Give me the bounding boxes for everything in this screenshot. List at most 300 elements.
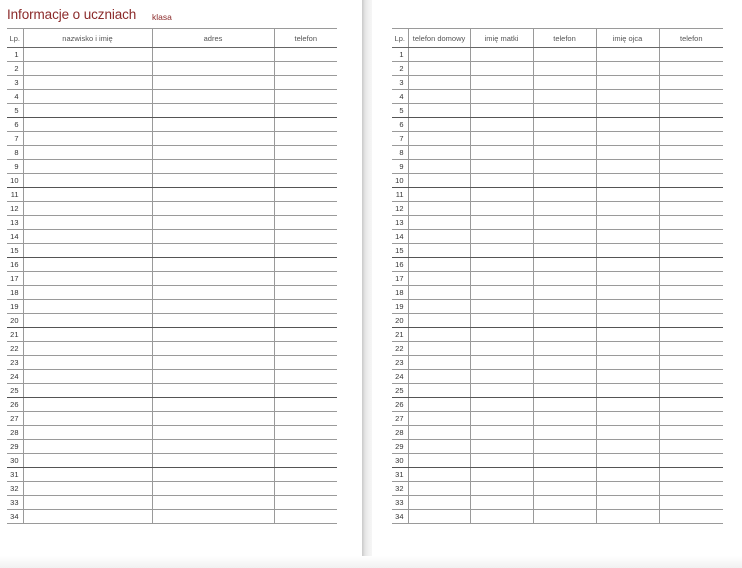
table-cell[interactable] [408, 398, 470, 412]
table-cell[interactable] [152, 62, 274, 76]
table-cell[interactable] [470, 62, 533, 76]
table-cell[interactable] [470, 384, 533, 398]
row-number: 14 [392, 230, 408, 244]
row-number: 31 [7, 468, 23, 482]
table-row [7, 300, 337, 314]
table-cell[interactable] [23, 328, 152, 342]
table-cell[interactable] [596, 90, 659, 104]
table-cell[interactable] [470, 118, 533, 132]
table-cell[interactable] [659, 48, 723, 62]
table-row [392, 314, 723, 328]
table-cell[interactable] [533, 244, 596, 258]
table-cell[interactable] [596, 440, 659, 454]
table-cell[interactable] [408, 272, 470, 286]
table-cell[interactable] [659, 244, 723, 258]
table-cell[interactable] [408, 90, 470, 104]
table-cell[interactable] [659, 216, 723, 230]
table-cell[interactable] [408, 76, 470, 90]
table-cell[interactable] [152, 300, 274, 314]
table-cell[interactable] [274, 482, 337, 496]
table-cell[interactable] [152, 412, 274, 426]
table-cell[interactable] [659, 230, 723, 244]
table-cell[interactable] [470, 90, 533, 104]
row-number: 33 [392, 496, 408, 510]
table-cell[interactable] [152, 104, 274, 118]
table-cell[interactable] [274, 146, 337, 160]
table-cell[interactable] [408, 426, 470, 440]
table-cell[interactable] [533, 356, 596, 370]
table-row [392, 384, 723, 398]
table-cell[interactable] [152, 216, 274, 230]
table-cell[interactable] [533, 510, 596, 524]
table-cell[interactable] [533, 76, 596, 90]
table-cell[interactable] [274, 342, 337, 356]
table-cell[interactable] [659, 76, 723, 90]
table-cell[interactable] [659, 160, 723, 174]
right-table-body [392, 48, 723, 524]
table-cell[interactable] [408, 384, 470, 398]
table-cell[interactable] [533, 146, 596, 160]
table-cell[interactable] [596, 328, 659, 342]
table-cell[interactable] [274, 300, 337, 314]
table-cell[interactable] [23, 160, 152, 174]
table-cell[interactable] [659, 468, 723, 482]
table-cell[interactable] [596, 118, 659, 132]
table-cell[interactable] [470, 328, 533, 342]
table-cell[interactable] [23, 398, 152, 412]
table-row [7, 202, 337, 216]
table-cell[interactable] [152, 314, 274, 328]
table-cell[interactable] [152, 272, 274, 286]
table-cell[interactable] [659, 286, 723, 300]
table-cell[interactable] [408, 132, 470, 146]
table-cell[interactable] [470, 412, 533, 426]
table-cell[interactable] [659, 90, 723, 104]
table-cell[interactable] [659, 328, 723, 342]
table-cell[interactable] [23, 426, 152, 440]
table-cell[interactable] [533, 398, 596, 412]
table-cell[interactable] [408, 482, 470, 496]
table-cell[interactable] [152, 48, 274, 62]
table-cell[interactable] [596, 412, 659, 426]
table-cell[interactable] [533, 328, 596, 342]
row-number: 16 [392, 258, 408, 272]
table-cell[interactable] [274, 62, 337, 76]
table-cell[interactable] [152, 454, 274, 468]
row-number: 8 [7, 146, 23, 160]
table-cell[interactable] [596, 146, 659, 160]
table-cell[interactable] [470, 104, 533, 118]
table-cell[interactable] [408, 244, 470, 258]
row-number: 31 [392, 468, 408, 482]
table-cell[interactable] [533, 412, 596, 426]
table-cell[interactable] [23, 146, 152, 160]
table-cell[interactable] [152, 230, 274, 244]
table-cell[interactable] [408, 314, 470, 328]
table-cell[interactable] [596, 230, 659, 244]
table-cell[interactable] [596, 454, 659, 468]
table-cell[interactable] [152, 174, 274, 188]
table-row [392, 230, 723, 244]
table-cell[interactable] [533, 174, 596, 188]
page-bottom-edge [0, 556, 742, 568]
table-cell[interactable] [274, 398, 337, 412]
table-cell[interactable] [659, 426, 723, 440]
table-cell[interactable] [470, 468, 533, 482]
table-cell[interactable] [533, 188, 596, 202]
table-cell[interactable] [152, 342, 274, 356]
table-cell[interactable] [533, 300, 596, 314]
table-cell[interactable] [596, 356, 659, 370]
row-number: 11 [392, 188, 408, 202]
table-cell[interactable] [23, 202, 152, 216]
table-cell[interactable] [408, 496, 470, 510]
table-cell[interactable] [596, 370, 659, 384]
table-cell[interactable] [152, 132, 274, 146]
table-cell[interactable] [596, 202, 659, 216]
table-row [392, 188, 723, 202]
table-cell[interactable] [152, 398, 274, 412]
table-cell[interactable] [596, 174, 659, 188]
table-cell[interactable] [274, 454, 337, 468]
table-cell[interactable] [274, 384, 337, 398]
table-cell[interactable] [659, 132, 723, 146]
row-number: 25 [7, 384, 23, 398]
table-cell[interactable] [408, 174, 470, 188]
table-cell[interactable] [152, 244, 274, 258]
table-cell[interactable] [659, 258, 723, 272]
table-cell[interactable] [470, 342, 533, 356]
table-cell[interactable] [470, 440, 533, 454]
table-cell[interactable] [152, 90, 274, 104]
table-cell[interactable] [470, 258, 533, 272]
table-cell[interactable] [152, 76, 274, 90]
table-cell[interactable] [23, 384, 152, 398]
table-cell[interactable] [659, 118, 723, 132]
table-cell[interactable] [23, 104, 152, 118]
table-cell[interactable] [596, 468, 659, 482]
table-cell[interactable] [274, 230, 337, 244]
table-cell[interactable] [23, 272, 152, 286]
table-cell[interactable] [659, 496, 723, 510]
table-cell[interactable] [408, 230, 470, 244]
table-cell[interactable] [596, 272, 659, 286]
table-cell[interactable] [274, 412, 337, 426]
table-cell[interactable] [596, 426, 659, 440]
table-cell[interactable] [23, 482, 152, 496]
table-cell[interactable] [408, 188, 470, 202]
table-cell[interactable] [23, 76, 152, 90]
table-cell[interactable] [408, 104, 470, 118]
table-cell[interactable] [533, 426, 596, 440]
table-cell[interactable] [408, 258, 470, 272]
table-cell[interactable] [470, 174, 533, 188]
table-cell[interactable] [408, 202, 470, 216]
table-cell[interactable] [23, 244, 152, 258]
table-cell[interactable] [533, 440, 596, 454]
table-cell[interactable] [23, 48, 152, 62]
table-cell[interactable] [274, 202, 337, 216]
table-row [7, 216, 337, 230]
table-cell[interactable] [533, 160, 596, 174]
row-number: 24 [7, 370, 23, 384]
table-cell[interactable] [470, 300, 533, 314]
table-cell[interactable] [274, 370, 337, 384]
table-cell[interactable] [274, 258, 337, 272]
table-cell[interactable] [659, 342, 723, 356]
table-cell[interactable] [470, 48, 533, 62]
table-cell[interactable] [152, 384, 274, 398]
table-cell[interactable] [274, 216, 337, 230]
table-cell[interactable] [659, 104, 723, 118]
table-cell[interactable] [596, 216, 659, 230]
table-cell[interactable] [23, 496, 152, 510]
table-cell[interactable] [596, 482, 659, 496]
row-number: 33 [7, 496, 23, 510]
table-cell[interactable] [408, 468, 470, 482]
table-cell[interactable] [408, 286, 470, 300]
column-header-address: adres [152, 29, 274, 48]
table-cell[interactable] [533, 118, 596, 132]
table-cell[interactable] [596, 258, 659, 272]
table-cell[interactable] [659, 356, 723, 370]
table-cell[interactable] [152, 356, 274, 370]
table-cell[interactable] [408, 412, 470, 426]
table-cell[interactable] [23, 258, 152, 272]
table-cell[interactable] [152, 188, 274, 202]
table-cell[interactable] [152, 440, 274, 454]
table-cell[interactable] [408, 216, 470, 230]
table-cell[interactable] [533, 258, 596, 272]
table-cell[interactable] [533, 90, 596, 104]
table-cell[interactable] [533, 370, 596, 384]
table-cell[interactable] [533, 202, 596, 216]
table-cell[interactable] [23, 174, 152, 188]
table-cell[interactable] [470, 216, 533, 230]
table-cell[interactable] [470, 160, 533, 174]
table-cell[interactable] [152, 468, 274, 482]
table-cell[interactable] [533, 216, 596, 230]
table-cell[interactable] [596, 398, 659, 412]
table-cell[interactable] [274, 104, 337, 118]
table-cell[interactable] [152, 510, 274, 524]
table-cell[interactable] [533, 132, 596, 146]
table-cell[interactable] [470, 398, 533, 412]
table-cell[interactable] [659, 314, 723, 328]
table-cell[interactable] [596, 300, 659, 314]
table-cell[interactable] [152, 370, 274, 384]
table-cell[interactable] [533, 468, 596, 482]
table-cell[interactable] [470, 286, 533, 300]
table-cell[interactable] [408, 454, 470, 468]
table-cell[interactable] [470, 188, 533, 202]
row-number: 1 [7, 48, 23, 62]
table-cell[interactable] [659, 482, 723, 496]
table-cell[interactable] [408, 160, 470, 174]
table-cell[interactable] [470, 370, 533, 384]
table-cell[interactable] [533, 342, 596, 356]
table-cell[interactable] [152, 482, 274, 496]
table-cell[interactable] [152, 258, 274, 272]
table-cell[interactable] [152, 426, 274, 440]
table-cell[interactable] [470, 482, 533, 496]
table-cell[interactable] [533, 230, 596, 244]
table-cell[interactable] [470, 426, 533, 440]
table-cell[interactable] [596, 286, 659, 300]
table-cell[interactable] [274, 76, 337, 90]
table-cell[interactable] [274, 510, 337, 524]
table-cell[interactable] [152, 328, 274, 342]
table-cell[interactable] [408, 62, 470, 76]
table-cell[interactable] [152, 496, 274, 510]
table-cell[interactable] [533, 482, 596, 496]
table-cell[interactable] [274, 314, 337, 328]
table-cell[interactable] [470, 496, 533, 510]
table-cell[interactable] [23, 286, 152, 300]
table-cell[interactable] [596, 76, 659, 90]
table-cell[interactable] [23, 132, 152, 146]
table-cell[interactable] [408, 440, 470, 454]
table-cell[interactable] [152, 160, 274, 174]
table-row [392, 300, 723, 314]
table-row [392, 146, 723, 160]
table-cell[interactable] [659, 510, 723, 524]
table-cell[interactable] [659, 412, 723, 426]
table-cell[interactable] [152, 118, 274, 132]
table-cell[interactable] [659, 174, 723, 188]
table-cell[interactable] [274, 118, 337, 132]
table-cell[interactable] [23, 230, 152, 244]
table-cell[interactable] [152, 146, 274, 160]
table-cell[interactable] [23, 356, 152, 370]
table-cell[interactable] [659, 384, 723, 398]
table-cell[interactable] [23, 118, 152, 132]
table-cell[interactable] [659, 440, 723, 454]
row-number: 12 [392, 202, 408, 216]
table-cell[interactable] [470, 76, 533, 90]
table-cell[interactable] [470, 272, 533, 286]
table-cell[interactable] [659, 202, 723, 216]
table-cell[interactable] [274, 132, 337, 146]
table-cell[interactable] [23, 468, 152, 482]
table-cell[interactable] [274, 328, 337, 342]
table-cell[interactable] [596, 342, 659, 356]
table-cell[interactable] [596, 510, 659, 524]
table-cell[interactable] [23, 188, 152, 202]
table-cell[interactable] [533, 286, 596, 300]
row-number: 32 [7, 482, 23, 496]
table-cell[interactable] [533, 104, 596, 118]
table-cell[interactable] [23, 90, 152, 104]
table-cell[interactable] [408, 356, 470, 370]
table-cell[interactable] [274, 160, 337, 174]
table-cell[interactable] [408, 146, 470, 160]
table-cell[interactable] [596, 132, 659, 146]
row-number: 18 [7, 286, 23, 300]
table-cell[interactable] [408, 328, 470, 342]
table-cell[interactable] [533, 62, 596, 76]
table-cell[interactable] [274, 356, 337, 370]
table-cell[interactable] [596, 160, 659, 174]
table-cell[interactable] [408, 342, 470, 356]
table-cell[interactable] [274, 426, 337, 440]
table-cell[interactable] [659, 62, 723, 76]
table-cell[interactable] [533, 496, 596, 510]
table-cell[interactable] [23, 216, 152, 230]
table-cell[interactable] [152, 286, 274, 300]
table-cell[interactable] [274, 90, 337, 104]
table-cell[interactable] [659, 188, 723, 202]
table-cell[interactable] [23, 314, 152, 328]
table-cell[interactable] [596, 496, 659, 510]
table-cell[interactable] [470, 146, 533, 160]
table-cell[interactable] [533, 314, 596, 328]
table-cell[interactable] [274, 440, 337, 454]
table-cell[interactable] [533, 48, 596, 62]
table-cell[interactable] [274, 468, 337, 482]
table-cell[interactable] [23, 342, 152, 356]
table-cell[interactable] [533, 384, 596, 398]
table-cell[interactable] [274, 188, 337, 202]
table-cell[interactable] [470, 356, 533, 370]
table-cell[interactable] [659, 398, 723, 412]
table-cell[interactable] [470, 202, 533, 216]
table-cell[interactable] [659, 300, 723, 314]
table-cell[interactable] [23, 412, 152, 426]
table-cell[interactable] [659, 146, 723, 160]
table-cell[interactable] [274, 272, 337, 286]
table-cell[interactable] [408, 300, 470, 314]
table-cell[interactable] [274, 496, 337, 510]
table-cell[interactable] [23, 370, 152, 384]
table-cell[interactable] [470, 132, 533, 146]
table-cell[interactable] [274, 286, 337, 300]
table-cell[interactable] [152, 202, 274, 216]
table-cell[interactable] [23, 510, 152, 524]
table-cell[interactable] [408, 118, 470, 132]
table-cell[interactable] [274, 244, 337, 258]
table-cell[interactable] [533, 454, 596, 468]
table-cell[interactable] [596, 188, 659, 202]
table-cell[interactable] [23, 62, 152, 76]
table-cell[interactable] [274, 174, 337, 188]
table-cell[interactable] [596, 244, 659, 258]
table-cell[interactable] [659, 454, 723, 468]
table-cell[interactable] [470, 510, 533, 524]
table-cell[interactable] [470, 244, 533, 258]
table-cell[interactable] [596, 104, 659, 118]
table-cell[interactable] [596, 314, 659, 328]
table-cell[interactable] [23, 440, 152, 454]
table-row [392, 356, 723, 370]
table-cell[interactable] [659, 370, 723, 384]
table-cell[interactable] [23, 454, 152, 468]
table-cell[interactable] [274, 48, 337, 62]
table-cell[interactable] [533, 272, 596, 286]
table-cell[interactable] [596, 384, 659, 398]
table-row [7, 160, 337, 174]
table-cell[interactable] [596, 62, 659, 76]
table-cell[interactable] [470, 230, 533, 244]
table-cell[interactable] [408, 48, 470, 62]
table-cell[interactable] [408, 370, 470, 384]
table-cell[interactable] [408, 510, 470, 524]
table-cell[interactable] [23, 300, 152, 314]
table-cell[interactable] [470, 454, 533, 468]
table-cell[interactable] [596, 48, 659, 62]
table-cell[interactable] [659, 272, 723, 286]
table-cell[interactable] [470, 314, 533, 328]
